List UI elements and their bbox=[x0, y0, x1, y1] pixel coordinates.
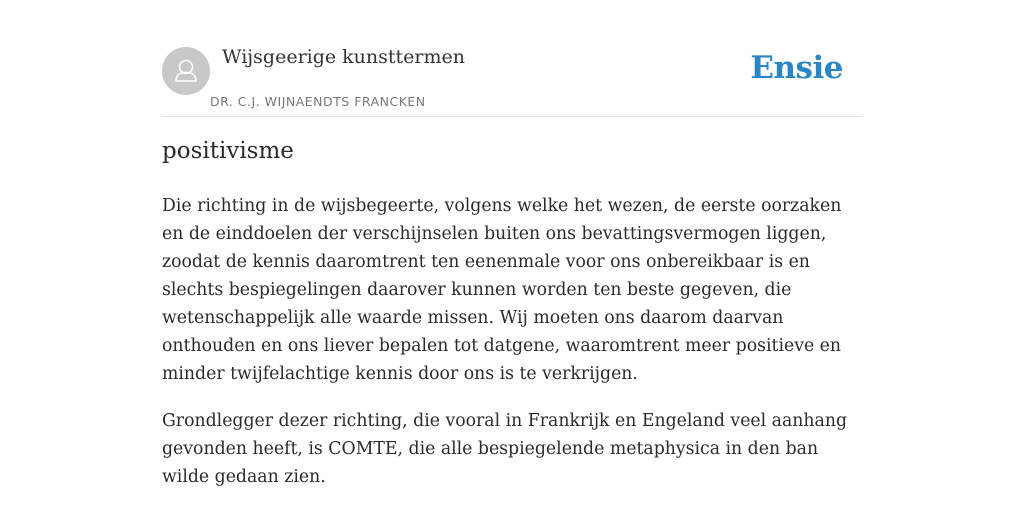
user-avatar-icon bbox=[162, 47, 210, 95]
page bbox=[162, 0, 862, 512]
author-avatar[interactable] bbox=[162, 47, 210, 95]
article-paragraph: Die richting in de wijsbegeerte, volgens welke het wezen, de eerste oorzaken en de einddoelen der verschijnselen buiten ons bevattingsvermogen liggen, zoodat de kennis daaromtrent ten eenenmale voor ons onbereikbaar is en slechts bespiegelingen daarover kunnen worden ten beste gegeven, die wetenschappelijk alle waarde missen. Wij moeten ons daarom daarvan onthouden en ons liever bepalen tot datgene, waaromtrent meer positieve en minder twijfelachtige kennis door ons is te verkrijgen. bbox=[162, 196, 842, 384]
header bbox=[162, 0, 862, 117]
article-paragraph: Grondlegger dezer richting, die vooral in Frankrijk en Engeland veel aanhang gevonden heeft, is COMTE, die alle bespiegelende metaphysica in den ban wilde gedaan zien. bbox=[162, 411, 848, 487]
ensie-logo[interactable]: Ensie bbox=[750, 50, 843, 86]
article-term: positivisme bbox=[162, 138, 294, 164]
author-name[interactable]: DR. C.J. WIJNAENDTS FRANCKEN bbox=[210, 94, 426, 109]
article-body bbox=[162, 192, 867, 510]
book-title[interactable]: Wijsgeerige kunsttermen bbox=[222, 46, 466, 68]
